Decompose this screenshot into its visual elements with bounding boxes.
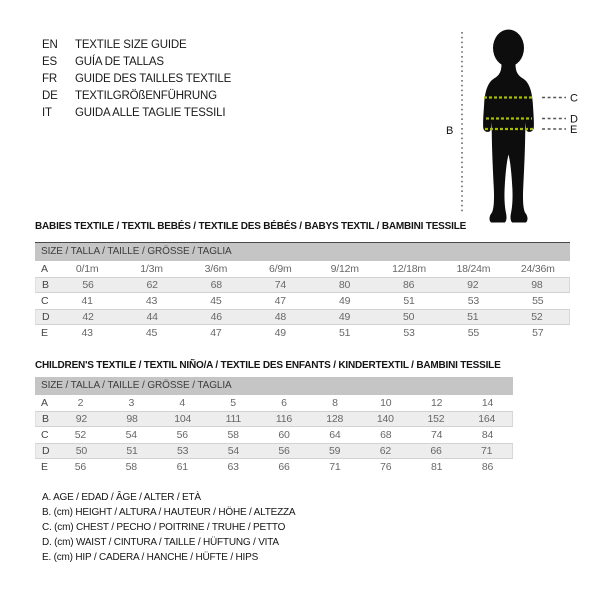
table-cell: 56 (82, 279, 94, 291)
table-cell: 55 (467, 327, 480, 339)
table-cell: 51 (126, 445, 138, 457)
table-row (35, 411, 513, 427)
table-cell: 66 (430, 445, 442, 457)
table-cell: 86 (403, 279, 415, 291)
row-label: D (42, 311, 50, 323)
table-cell: 116 (275, 413, 293, 425)
child-silhouette (483, 30, 534, 223)
table-cell: 54 (227, 445, 239, 457)
table-cell: 58 (125, 461, 137, 473)
row-label: B (42, 413, 50, 425)
table-cell: 74 (431, 429, 443, 441)
row-label: A (41, 263, 49, 275)
row-label: E (41, 327, 49, 339)
children-section-title: CHILDREN'S TEXTILE / TEXTIL NIÑO/A / TEXTILE DES ENFANTS / KINDERTEXTIL / BAMBINI TESSILE (35, 360, 501, 371)
table-cell: 59 (329, 445, 341, 457)
babies-size-table (35, 242, 570, 341)
measurement-legend (42, 490, 295, 565)
table-cell: 52 (531, 311, 543, 323)
table-cell: 92 (467, 279, 479, 291)
table-cell: 12 (431, 397, 443, 409)
table-cell: 92 (75, 413, 87, 425)
legend-line: D. (cm) WAIST / CINTURA / TAILLE / HÜFTUNG / VITA (42, 537, 279, 548)
measurement-figure (430, 10, 600, 230)
table-cell: 9/12m (330, 263, 359, 275)
table-cell: 76 (380, 461, 392, 473)
language-code: EN (42, 39, 58, 51)
table-cell: 4 (179, 397, 186, 409)
language-row (42, 54, 231, 71)
table-cell: 51 (403, 295, 415, 307)
table-cell: 53 (467, 295, 480, 307)
table-cell: 50 (403, 311, 415, 323)
table-cell: 55 (532, 295, 544, 307)
table-cell: 84 (481, 429, 494, 441)
table-cell: 98 (126, 413, 138, 425)
table-cell: 56 (278, 445, 290, 457)
table-row (35, 325, 570, 341)
table-cell: 56 (74, 461, 87, 473)
table-cell: 98 (531, 279, 543, 291)
language-label: GUIDE DES TAILLES TEXTILE (75, 73, 232, 85)
table-cell: 66 (278, 461, 290, 473)
table-row (35, 459, 513, 475)
table-cell: 0/1m (75, 263, 99, 275)
table-cell: 18/24m (456, 263, 491, 275)
table-cell: 71 (481, 445, 493, 457)
language-row (42, 88, 231, 105)
table-cell: 48 (274, 311, 287, 323)
row-label: C (41, 295, 49, 307)
table-cell: 51 (467, 311, 479, 323)
table-cell: 56 (176, 429, 188, 441)
table-cell: 44 (146, 311, 158, 323)
table-row (35, 395, 513, 411)
table-cell: 111 (225, 413, 242, 425)
table-cell: 6/9m (269, 263, 292, 275)
row-label: A (41, 397, 49, 409)
table-cell: 164 (478, 413, 496, 425)
table-cell: 43 (145, 295, 158, 307)
language-label: GUÍA DE TALLAS (75, 56, 164, 68)
chest-label: C (570, 92, 578, 105)
table-cell: 3 (128, 397, 135, 409)
table-cell: 43 (81, 327, 93, 339)
table-cell: 45 (145, 327, 158, 339)
size-header-row: SIZE / TALLA / TAILLE / GRÖSSE / TAGLIA (35, 377, 513, 395)
table-cell: 14 (481, 397, 494, 409)
table-cell: 60 (278, 429, 290, 441)
legend-line: B. (cm) HEIGHT / ALTURA / HAUTEUR / HÖHE / ALTEZZA (42, 507, 296, 518)
table-cell: 68 (380, 429, 392, 441)
table-cell: 12/18m (392, 263, 426, 275)
language-code: ES (42, 56, 57, 68)
table-cell: 47 (274, 295, 286, 307)
table-cell: 61 (176, 461, 188, 473)
table-row (35, 277, 570, 293)
waist-label: D (570, 113, 578, 126)
table-cell: 49 (274, 327, 286, 339)
row-label: B (42, 279, 50, 291)
table-cell: 63 (227, 461, 239, 473)
table-cell: 47 (210, 327, 222, 339)
table-row (35, 427, 513, 443)
table-cell: 86 (481, 461, 494, 473)
table-cell: 5 (230, 397, 236, 409)
table-cell: 45 (210, 295, 222, 307)
language-label: TEXTILGRÖßENFÜHRUNG (75, 90, 217, 102)
table-cell: 2 (77, 397, 84, 409)
table-cell: 68 (210, 279, 222, 291)
table-cell: 140 (376, 413, 394, 425)
language-row (42, 71, 231, 88)
table-cell: 81 (431, 461, 443, 473)
language-row (42, 37, 231, 54)
table-cell: 71 (329, 461, 341, 473)
table-cell: 74 (274, 279, 287, 291)
table-cell: 54 (125, 429, 137, 441)
legend-line: A. AGE / EDAD / ÂGE / ALTER / ETÀ (42, 492, 201, 503)
size-header-row: SIZE / TALLA / TAILLE / GRÖSSE / TAGLIA (35, 243, 570, 261)
table-cell: 53 (403, 327, 415, 339)
table-cell: 42 (82, 311, 94, 323)
table-row (35, 261, 570, 277)
table-cell: 3/6m (204, 263, 228, 275)
table-cell: 152 (427, 413, 445, 425)
table-cell: 50 (75, 445, 87, 457)
table-cell: 62 (379, 445, 391, 457)
table-row (35, 309, 570, 325)
language-label: GUIDA ALLE TAGLIE TESSILI (75, 107, 226, 119)
table-cell: 52 (74, 429, 87, 441)
table-cell: 51 (339, 327, 351, 339)
language-code: DE (42, 90, 58, 102)
language-code: IT (42, 107, 52, 119)
row-label: E (41, 461, 49, 473)
table-cell: 8 (332, 397, 338, 409)
table-cell: 58 (227, 429, 239, 441)
table-cell: 1/3m (140, 263, 163, 275)
table-cell: 80 (338, 279, 351, 291)
table-cell: 6 (281, 397, 287, 409)
table-cell: 62 (146, 279, 158, 291)
height-label: B (446, 125, 454, 137)
table-cell: 41 (81, 295, 93, 307)
language-row (42, 105, 231, 122)
table-cell: 24/36m (520, 263, 555, 275)
table-cell: 53 (177, 445, 189, 457)
table-row (35, 443, 513, 459)
legend-line: C. (cm) CHEST / PECHO / POITRINE / TRUHE / PETTO (42, 522, 286, 533)
table-cell: 64 (329, 429, 341, 441)
language-code: FR (42, 73, 57, 85)
row-label: D (42, 445, 50, 457)
babies-section-title: BABIES TEXTILE / TEXTIL BEBÉS / TEXTILE DES BÉBÉS / BABYS TEXTIL / BAMBINI TESSILE (35, 221, 467, 232)
row-label: C (41, 429, 49, 441)
table-cell: 104 (174, 413, 192, 425)
table-cell: 46 (210, 311, 222, 323)
table-cell: 49 (339, 295, 351, 307)
table-row (35, 293, 570, 309)
legend-line: E. (cm) HIP / CADERA / HANCHE / HÜFTE / HIPS (42, 552, 259, 563)
table-cell: 49 (338, 311, 351, 323)
language-list (42, 37, 231, 122)
table-cell: 128 (326, 413, 344, 425)
children-size-table (35, 377, 513, 475)
table-cell: 10 (380, 397, 392, 409)
language-label: TEXTILE SIZE GUIDE (75, 39, 187, 51)
table-cell: 57 (532, 327, 544, 339)
hip-label: E (570, 124, 578, 136)
